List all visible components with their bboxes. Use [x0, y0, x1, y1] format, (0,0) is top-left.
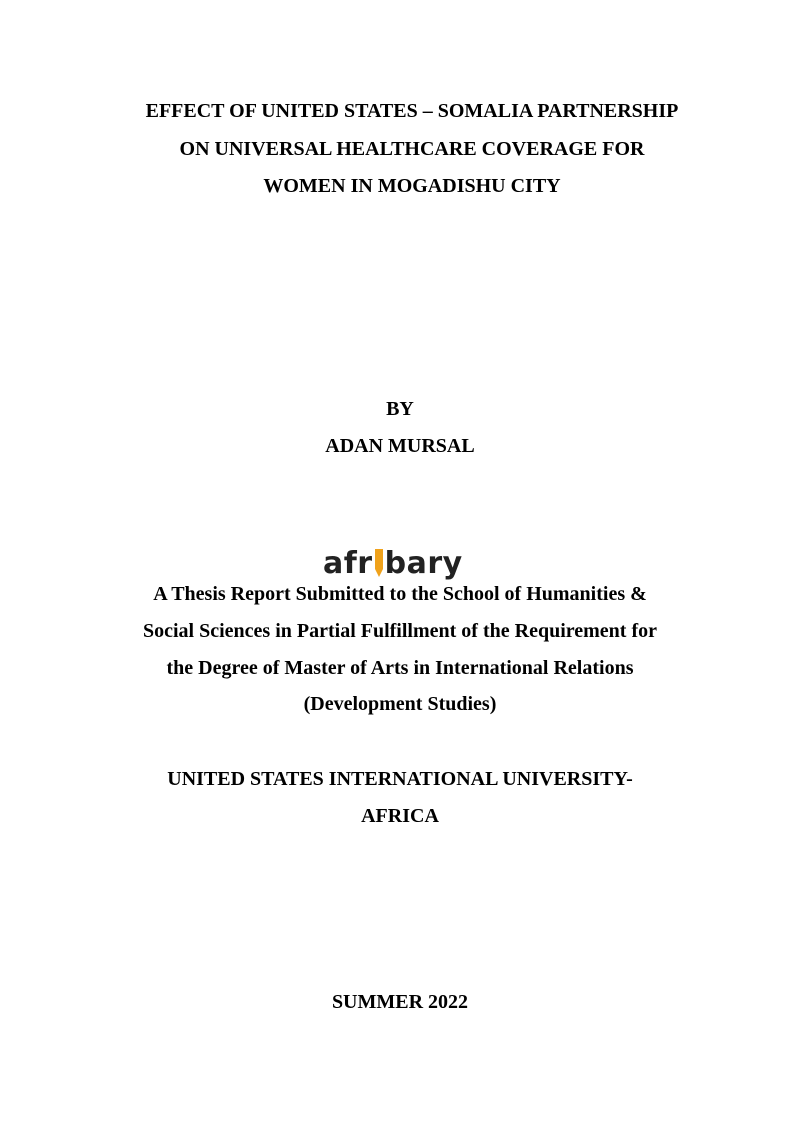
author-name: ADAN MURSAL	[325, 435, 475, 457]
by-label: BY	[386, 398, 414, 420]
thesis-title-line-3: WOMEN IN MOGADISHU CITY	[263, 175, 561, 197]
submission-date: SUMMER 2022	[331, 991, 469, 1013]
thesis-title-line-1: EFFECT OF UNITED STATES – SOMALIA PARTNERSHIP	[145, 100, 679, 122]
institution-line-1: UNITED STATES INTERNATIONAL UNIVERSITY-	[167, 768, 633, 790]
afribary-watermark-logo: afr bary	[323, 546, 463, 581]
institution-line-2: AFRICA	[361, 805, 439, 827]
submission-line-3: the Degree of Master of Arts in International Relations	[166, 657, 634, 679]
submission-line-1: A Thesis Report Submitted to the School of Humanities &	[153, 583, 647, 605]
submission-line-2: Social Sciences in Partial Fulfillment of the Requirement for	[143, 620, 657, 642]
submission-line-4: (Development Studies)	[303, 693, 497, 715]
thesis-title-line-2: ON UNIVERSAL HEALTHCARE COVERAGE FOR	[179, 138, 645, 160]
